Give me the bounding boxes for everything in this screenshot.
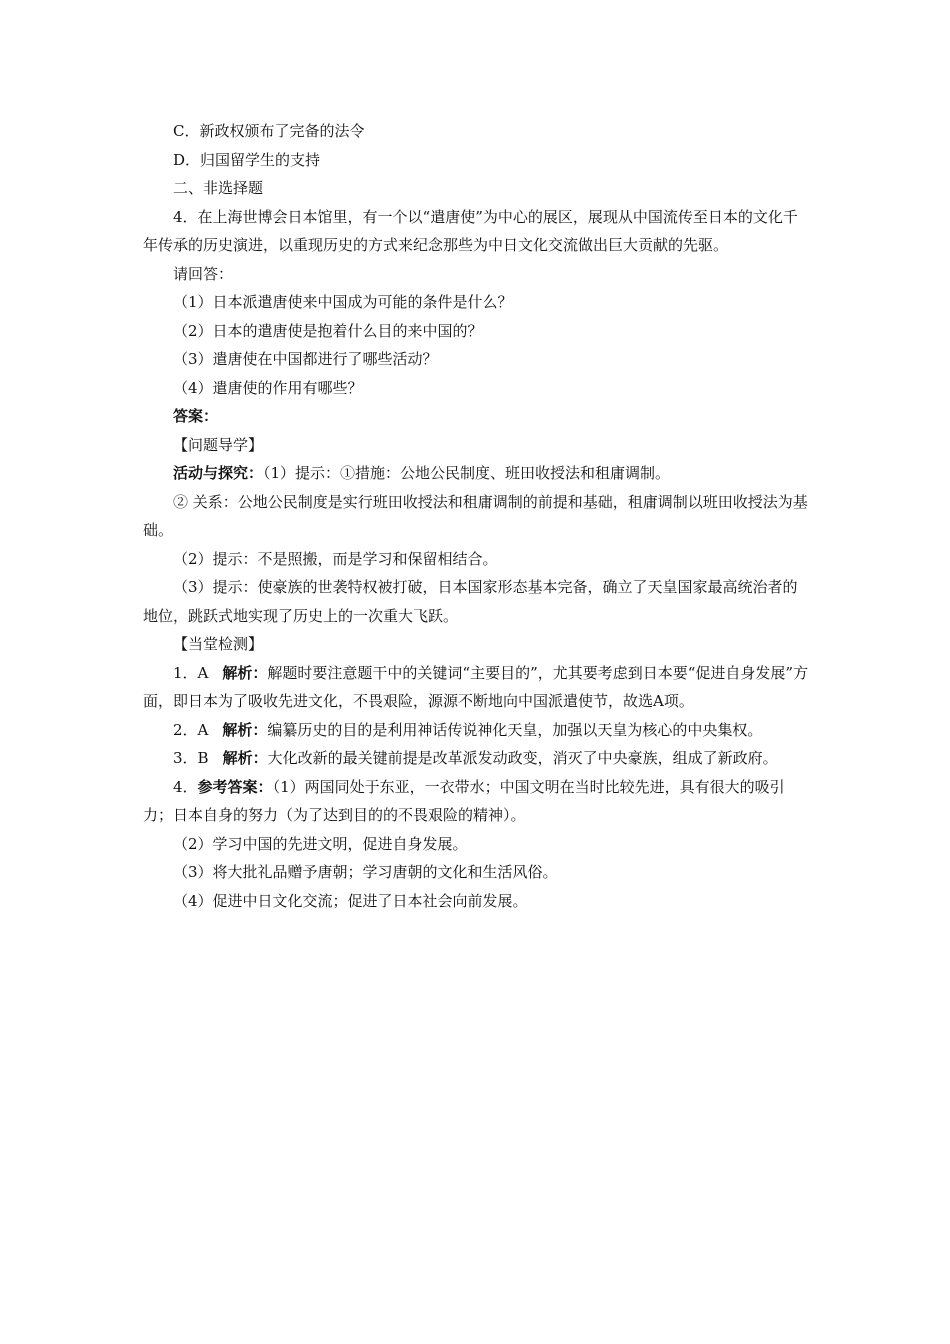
hint-3: （3）提示：使豪族的世袭特权被打破，日本国家形态基本完备，确立了天皇国家最高统治者的地位，跳跃式地实现了历史上的一次重大飞跃。 <box>143 578 798 625</box>
option-d: D．归国留学生的支持 <box>173 150 321 169</box>
activity-text: （1）提示：①措施：公地公民制度、班田收授法和租庸调制。 <box>263 464 671 482</box>
answer-2-number: 2．A <box>173 720 209 739</box>
answer-4 <box>143 773 809 830</box>
sub-question-2: （2）日本的遣唐使是抱着什么目的来中国的？ <box>173 321 483 340</box>
please-answer: 请回答： <box>173 264 234 283</box>
activity-label: 活动与探究： <box>173 464 264 482</box>
answer-3-text: 大化改新的最关键前提是改革派发动政变，消灭了中央豪族，组成了新政府。 <box>267 749 778 767</box>
sub-question-4: （4）遣唐使的作用有哪些？ <box>173 378 363 397</box>
relation-paragraph: ② 关系：公地公民制度是实行班田收授法和租庸调制的前提和基础，租庸调制以班田收授法为基础。 <box>143 492 808 539</box>
answer-3-number: 3．B <box>173 749 209 767</box>
activity-line <box>143 459 809 488</box>
answer-4-part-4: （4）促进中日文化交流；促进了日本社会向前发展。 <box>173 891 528 910</box>
answer-2-text: 编纂历史的目的是利用神话传说神化天皇，加强以天皇为核心的中央集权。 <box>267 720 763 739</box>
answer-4-part-3: （3）将大批礼品赠予唐朝；学习唐朝的文化和生活风俗。 <box>173 863 558 881</box>
section-heading: 二、非选择题 <box>173 179 264 197</box>
answer-1-text: 解题时要注意题干中的关键词“主要目的”，尤其要考虑到日本要“促进自身发展”方面，即日本为了吸收先进文化，不畏艰险，源源不断地向中国派遣使节，故选A项。 <box>143 663 809 710</box>
answer-4-part-2: （2）学习中国的先进文明，促进自身发展。 <box>173 834 468 853</box>
guide-heading: 【问题导学】 <box>173 435 264 454</box>
answer-3-label: 解析： <box>222 749 268 767</box>
answer-3 <box>143 744 809 773</box>
sub-question-3: （3）遣唐使在中国都进行了哪些活动？ <box>173 350 438 368</box>
answer-4-text: （1）两国同处于东亚，一衣带水；中国文明在当时比较先进，具有很大的吸引力；日本自身的努力（为了达到目的的不畏艰险的精神）。 <box>143 777 785 824</box>
answer-heading <box>143 402 809 431</box>
answer-2-label: 解析： <box>222 720 268 739</box>
question-4: 4．在上海世博会日本馆里，有一个以“遣唐使”为中心的展区，展现从中国流传至日本的文化千年传承的历史演进，以重现历史的方式来纪念那些为中日文化交流做出巨大贡献的先驱。 <box>143 207 798 254</box>
answer-2 <box>143 716 809 745</box>
answer-4-number: 4． <box>173 777 198 796</box>
option-c: C．新政权颁布了完备的法令 <box>173 122 365 140</box>
answer-1-number: 1．A <box>173 663 209 682</box>
check-heading: 【当堂检测】 <box>173 635 264 653</box>
document-body <box>143 117 809 915</box>
sub-question-1: （1）日本派遣唐使来中国成为可能的条件是什么？ <box>173 293 513 311</box>
answer-1-label: 解析： <box>222 663 268 682</box>
answer-4-label: 参考答案： <box>197 777 273 796</box>
hint-2: （2）提示：不是照搬，而是学习和保留相结合。 <box>173 549 498 568</box>
answer-label: 答案： <box>173 407 219 425</box>
answer-1 <box>143 659 809 716</box>
